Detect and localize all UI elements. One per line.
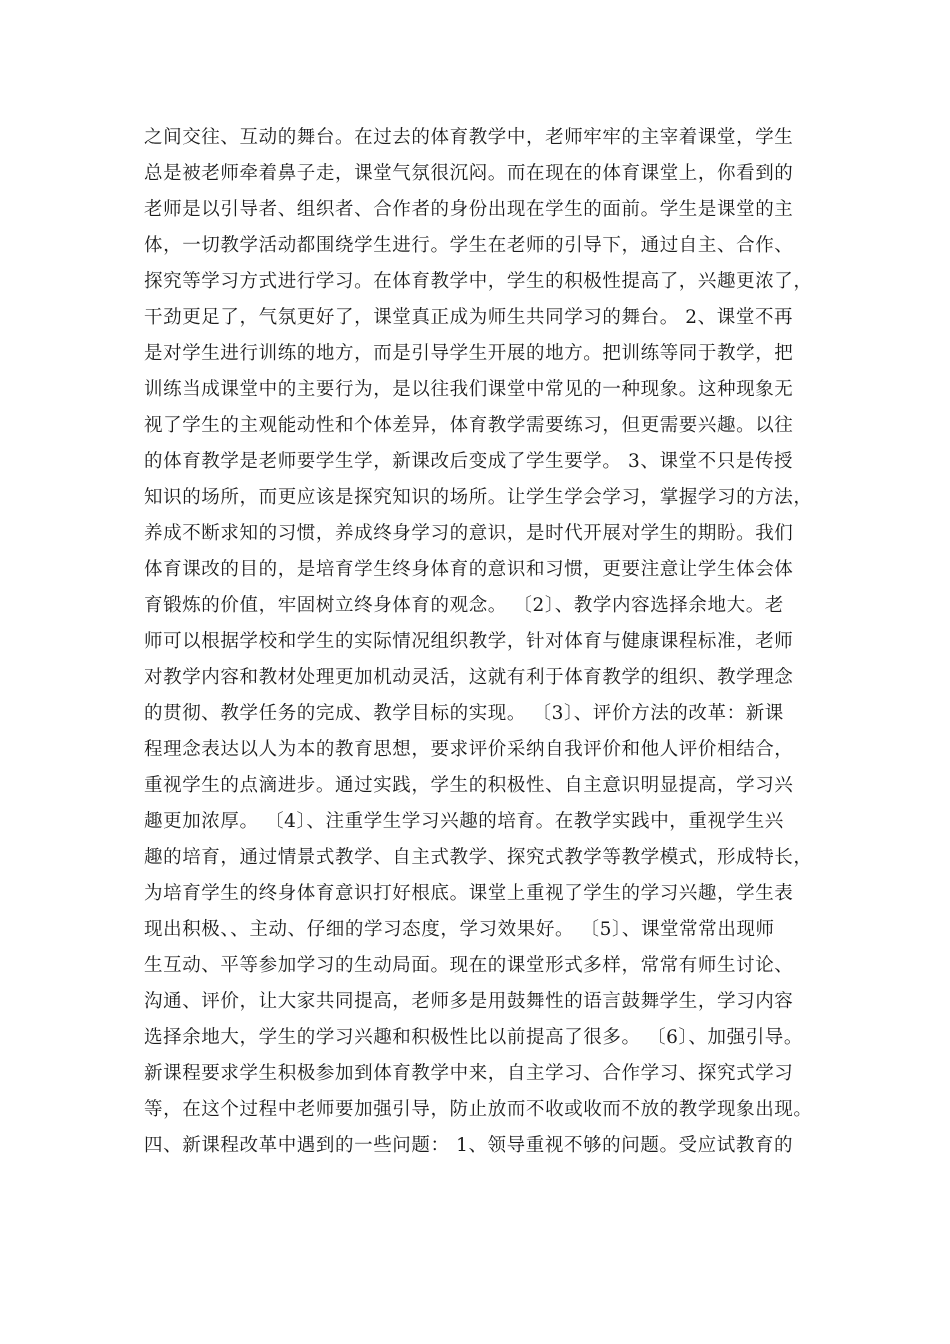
- text-line-1: 之间交往、互动的舞台。在过去的体育教学中，老师牢牢的主宰着课堂，学生: [144, 127, 794, 148]
- text-line-14: 育锻炼的价值，牢固树立终身体育的观念。 〔2〕、教学内容选择余地大。老: [144, 595, 784, 616]
- text-line-17: 的贯彻、教学任务的完成、教学目标的实现。 〔3〕、评价方法的改革：新课: [144, 703, 784, 724]
- text-line-4: 体，一切教学活动都围绕学生进行。学生在老师的引导下，通过自主、合作、: [144, 235, 794, 256]
- text-line-22: 为培育学生的终身体育意识打好根底。课堂上重视了学生的学习兴趣，学生表: [144, 883, 794, 904]
- text-line-23: 现出积极、、主动、仔细的学习态度，学习效果好。 〔5〕、课堂常常出现师: [144, 919, 775, 940]
- text-line-3: 老师是以引导者、组织者、合作者的身份出现在学生的面前。学生是课堂的主: [144, 199, 794, 220]
- text-line-8: 训练当成课堂中的主要行为，是以往我们课堂中常见的一种现象。这种现象无: [144, 379, 794, 400]
- text-line-20: 趣更加浓厚。 〔4〕、注重学生学习兴趣的培育。在教学实践中，重视学生兴: [144, 811, 784, 832]
- text-line-6: 干劲更足了，气氛更好了，课堂真正成为师生共同学习的舞台。 2、课堂不再: [144, 307, 794, 328]
- text-line-13: 体育课改的目的，是培育学生终身体育的意识和习惯，更要注意让学生体会体: [144, 559, 794, 580]
- text-line-12: 养成不断求知的习惯，养成终身学习的意识，是时代开展对学生的期盼。我们: [144, 523, 794, 544]
- text-line-29: 四、新课程改革中遇到的一些问题： 1、领导重视不够的问题。受应试教育的: [144, 1135, 794, 1156]
- text-line-24: 生互动、平等参加学习的生动局面。现在的课堂形式多样，常常有师生讨论、: [144, 955, 794, 976]
- body-text: [144, 120, 824, 1164]
- text-line-11: 知识的场所，而更应该是探究知识的场所。让学生学会学习，掌握学习的方法，: [144, 487, 813, 508]
- text-line-10: 的体育教学是老师要学生学，新课改后变成了学生要学。 3、课堂不只是传授: [144, 451, 794, 472]
- text-line-9: 视了学生的主观能动性和个体差异，体育教学需要练习，但更需要兴趣。以往: [144, 415, 794, 436]
- text-line-2: 总是被老师牵着鼻子走，课堂气氛很沉闷。而在现在的体育课堂上，你看到的: [144, 163, 794, 184]
- text-line-25: 沟通、评价，让大家共同提高，老师多是用鼓舞性的语言鼓舞学生，学习内容: [144, 991, 794, 1012]
- text-line-27: 新课程要求学生积极参加到体育教学中来，自主学习、合作学习、探究式学习: [144, 1063, 794, 1084]
- text-line-18: 程理念表达以人为本的教育思想，要求评价采纳自我评价和他人评价相结合，: [144, 739, 794, 760]
- text-line-15: 师可以根据学校和学生的实际情况组织教学，针对体育与健康课程标准，老师: [144, 631, 794, 652]
- text-line-26: 选择余地大，学生的学习兴趣和积极性比以前提高了很多。 〔6〕、加强引导。: [144, 1027, 804, 1048]
- text-line-19: 重视学生的点滴进步。通过实践，学生的积极性、自主意识明显提高，学习兴: [144, 775, 794, 796]
- text-line-21: 趣的培育，通过情景式教学、自主式教学、探究式教学等教学模式，形成特长，: [144, 847, 813, 868]
- text-line-5: 探究等学习方式进行学习。在体育教学中，学生的积极性提高了，兴趣更浓了，: [144, 271, 813, 292]
- text-line-28: 等，在这个过程中老师要加强引导，防止放而不收或收而不放的教学现象出现。: [144, 1099, 813, 1120]
- text-line-7: 是对学生进行训练的地方，而是引导学生开展的地方。把训练等同于教学，把: [144, 343, 794, 364]
- text-line-16: 对教学内容和教材处理更加机动灵活，这就有利于体育教学的组织、教学理念: [144, 667, 794, 688]
